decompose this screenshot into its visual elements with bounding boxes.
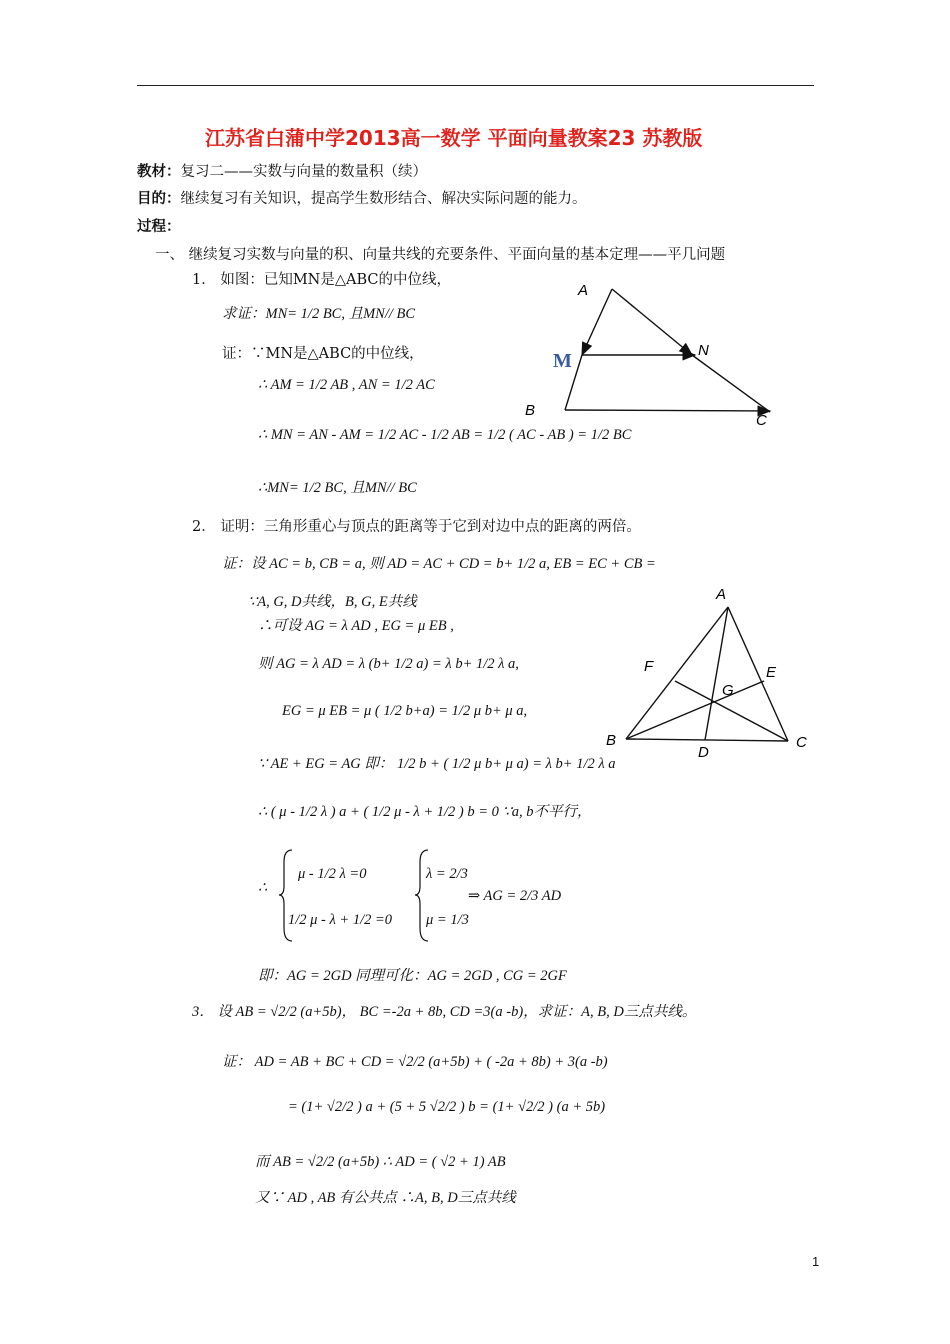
p1-line2: 求证：MN= 1/2 BC, 且MN// BC	[222, 306, 416, 322]
label-b2: B	[606, 732, 617, 749]
material-line	[137, 160, 427, 181]
p1-line4: ∴ AM = 1/2 AB , AN = 1/2 AC	[258, 377, 435, 393]
label-d: D	[698, 744, 709, 761]
p2-line5: 则 AG = λ AD = λ (b+ 1/2 a) = λ b+ 1/2 λ a,	[258, 656, 519, 672]
p3-line5: 又∵ AD , AB 有公共点 ∴A, B, D三点共线	[255, 1190, 516, 1206]
label-g: G	[722, 682, 734, 699]
vector-bc	[565, 410, 770, 411]
side-ac	[728, 607, 788, 741]
goal-label: 目的：	[137, 190, 181, 207]
p2-line4: ∴可设 AG = λ AD , EG = μ EB ,	[258, 618, 454, 634]
system-right-eq2: μ = 1/3	[426, 912, 469, 928]
system-right-eq1: λ = 2/3	[426, 866, 468, 882]
segment-nc	[692, 355, 770, 412]
p2-line6: EG = μ EB = μ ( 1/2 b+a) = 1/2 μ b+ μ a,	[282, 703, 528, 719]
label-m: M	[553, 350, 572, 372]
system-left-eq2: 1/2 μ - λ + 1/2 =0	[288, 912, 393, 928]
figure-centroid	[598, 585, 818, 765]
p1-line5: ∴ MN = AN - AM = 1/2 AC - 1/2 AB = 1/2 ( AC - AB ) = 1/2 BC	[258, 427, 632, 443]
label-b1: B	[525, 402, 536, 419]
median-be	[626, 681, 764, 739]
p1-line3: 证：∵MN是△ABC的中位线，	[222, 346, 424, 362]
p3-line3: = (1+ √2/2 ) a + (5 + 5 √2/2 ) b = (1+ √2/2 ) (a + 5b)	[288, 1099, 606, 1115]
header-rule	[137, 85, 814, 86]
p2-line8: ∴ ( μ - 1/2 λ ) a + ( 1/2 μ - λ + 1/2 ) b = 0 ∵a, b不平行，	[258, 804, 592, 820]
p1-line1: 1． 如图：已知MN是△ABC的中位线，	[192, 272, 452, 288]
process-label: 过程：	[137, 218, 181, 235]
page-number: 1	[812, 1254, 820, 1269]
figure-median-line	[520, 275, 790, 435]
p3-line2: 证： AD = AB + BC + CD = √2/2 (a+5b) + ( -2a + 8b) + 3(a -b)	[222, 1054, 608, 1070]
label-f: F	[644, 658, 654, 675]
label-a2: A	[716, 586, 727, 603]
p2-line9: 即：AG = 2GD 同理可化：AG = 2GD , CG = 2GF	[258, 968, 567, 984]
page-title: 江苏省白蒲中学2013高一数学 平面向量教案23 苏教版	[205, 126, 703, 150]
label-c2: C	[796, 734, 807, 751]
side-bc	[626, 739, 788, 741]
p2-line3: ∵A, G, D共线，B, G, E共线	[248, 594, 417, 610]
median-ad	[705, 607, 728, 740]
therefore-sign: ∴	[258, 880, 268, 896]
label-c1: C	[756, 412, 767, 429]
p3-line1: 3． 设 AB = √2/2 (a+5b)， BC =-2a + 8b, CD =3(a -b)，求证：A, B, D三点共线。	[192, 1004, 697, 1020]
section1-heading: 一、 继续复习实数与向量的积、向量共线的充要条件、平面向量的基本定理——平几问题	[155, 247, 726, 263]
system-left-eq1: μ - 1/2 λ =0	[298, 866, 367, 882]
vector-an	[612, 289, 692, 355]
label-n: N	[698, 342, 709, 359]
side-ab	[626, 607, 728, 739]
goal-line	[137, 187, 587, 208]
material-label: 教材：	[137, 163, 181, 180]
system-result: ⇒ AG = 2/3 AD	[468, 888, 562, 904]
p2-line7: ∵ AE + EG = AG 即： 1/2 b + ( 1/2 μ b+ μ a) = λ b+ 1/2 λ a	[258, 756, 616, 772]
p2-line2: 证：设 AC = b, CB = a, 则 AD = AC + CD = b+ 1/2 a, EB = EC + CB =	[222, 556, 656, 572]
p2-line1: 2． 证明：三角形重心与顶点的距离等于它到对边中点的距离的两倍。	[192, 519, 641, 535]
material-text: 复习二——实数与向量的数量积（续）	[180, 164, 427, 180]
p1-line6: ∴MN= 1/2 BC, 且MN// BC	[258, 480, 417, 496]
p3-line4: 而 AB = √2/2 (a+5b) ∴ AD = ( √2 + 1) AB	[255, 1154, 506, 1170]
goal-text: 继续复习有关知识，提高学生数形结合、解决实际问题的能力。	[180, 191, 587, 207]
label-a1: A	[578, 282, 589, 299]
label-e: E	[766, 664, 777, 681]
